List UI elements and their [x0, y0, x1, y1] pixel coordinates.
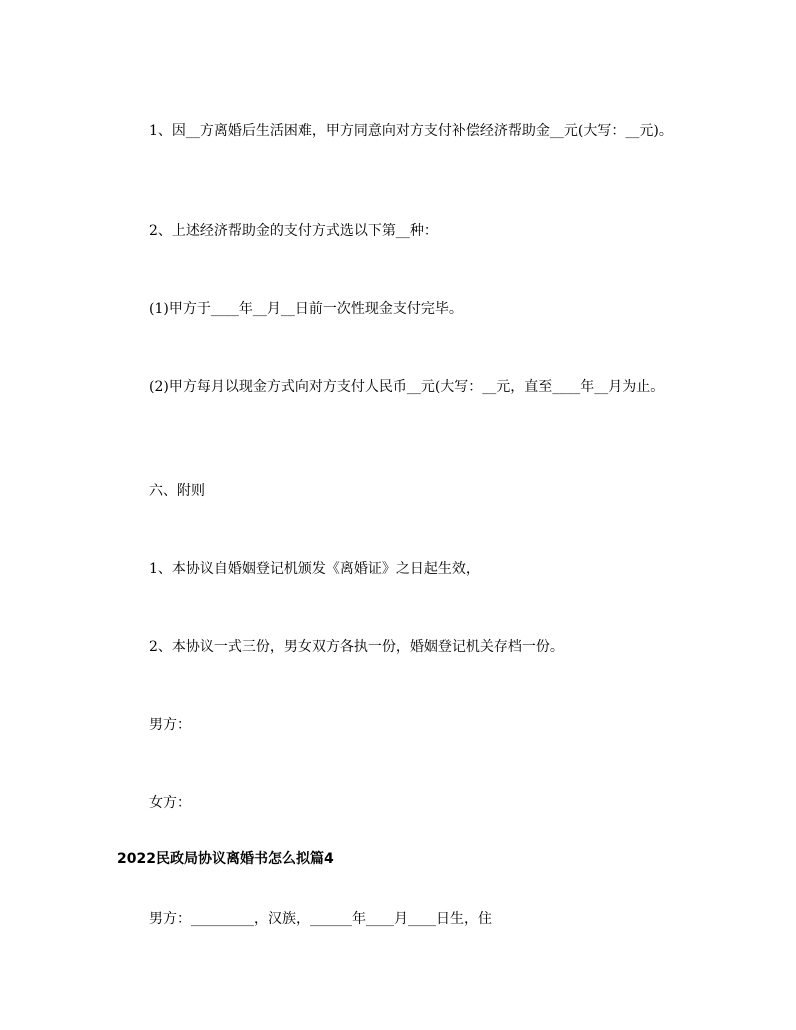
- section-heading: 2022民政局协议离婚书怎么拟篇4: [117, 851, 334, 867]
- paragraph-option-lump-sum: (1)甲方于____年__月__日前一次性现金支付完毕。: [149, 301, 463, 317]
- signature-male-label: 男方：: [149, 717, 191, 733]
- paragraph-payment-method: 2、上述经济帮助金的支付方式选以下第__种：: [149, 223, 438, 239]
- section-title-supplementary: 六、附则: [149, 483, 205, 499]
- paragraph-male-info: 男方：_________，汉族，______年____月____日生，住: [149, 911, 492, 927]
- paragraph-copies: 2、本协议一式三份，男女双方各执一份，婚姻登记机关存档一份。: [149, 639, 564, 655]
- paragraph-option-monthly: (2)甲方每月以现金方式向对方支付人民币__元(大写：__元，直至____年__月为止。: [149, 379, 665, 395]
- paragraph-compensation: 1、因__方离婚后生活困难，甲方同意向对方支付补偿经济帮助金__元(大写：__元)。: [149, 123, 673, 139]
- paragraph-effective-date: 1、本协议自婚姻登记机颁发《离婚证》之日起生效，: [149, 561, 480, 577]
- signature-female-label: 女方：: [149, 795, 191, 811]
